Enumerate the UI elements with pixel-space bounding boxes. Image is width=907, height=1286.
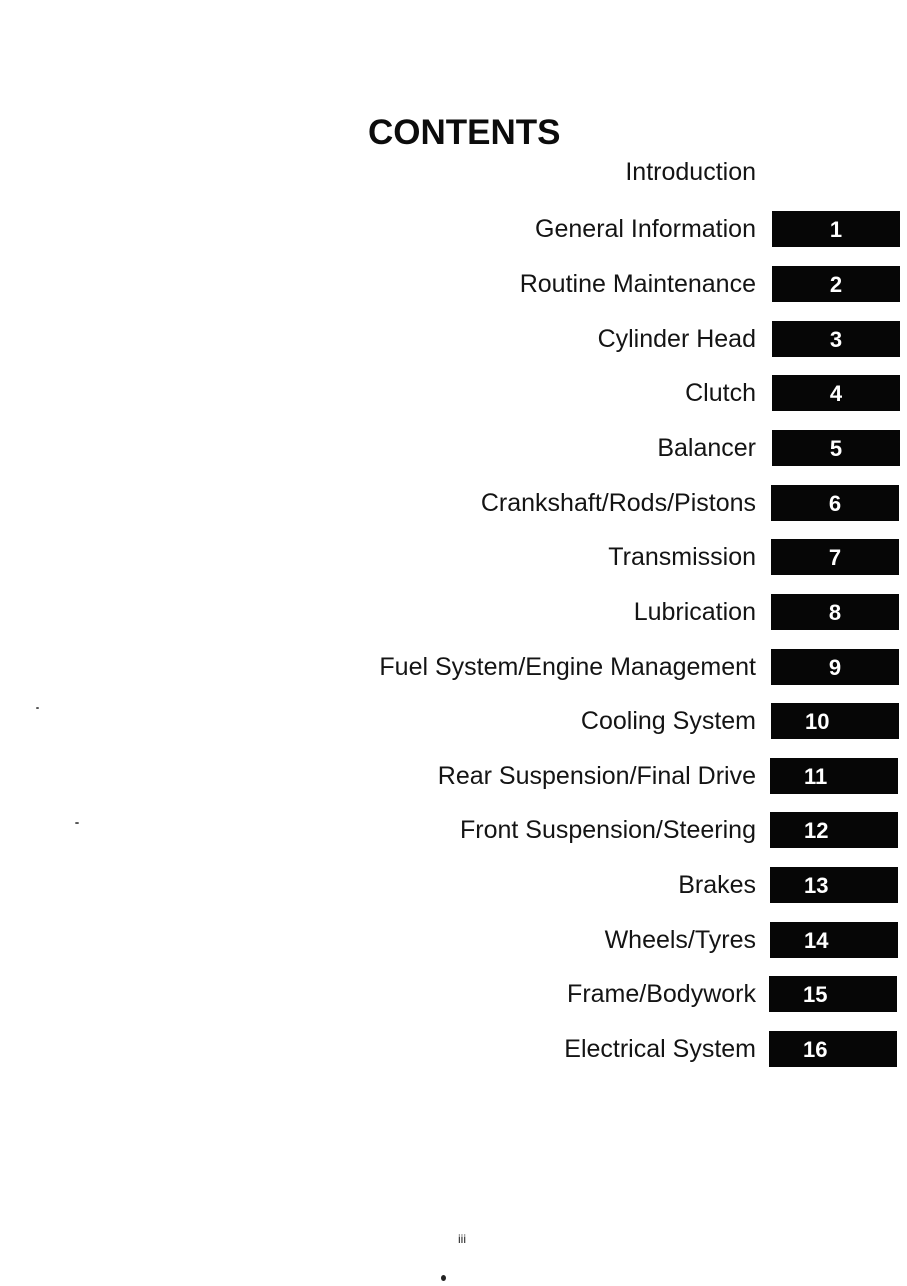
section-tab[interactable] bbox=[771, 539, 899, 575]
scan-speck bbox=[441, 1275, 446, 1281]
toc-entry-label: Clutch bbox=[685, 379, 756, 407]
section-number: 13 bbox=[804, 873, 829, 898]
section-tab[interactable] bbox=[770, 758, 898, 794]
section-number: 1 bbox=[829, 217, 843, 242]
section-tab[interactable] bbox=[771, 649, 899, 685]
toc-entry[interactable] bbox=[0, 703, 907, 739]
toc-entry-label: Balancer bbox=[657, 434, 756, 462]
toc-entry[interactable] bbox=[0, 758, 907, 794]
section-number: 12 bbox=[804, 818, 829, 843]
section-number: 5 bbox=[829, 436, 843, 461]
section-tab[interactable] bbox=[772, 266, 900, 302]
page-title: CONTENTS bbox=[368, 113, 561, 152]
toc-entry-label: Front Suspension/Steering bbox=[459, 816, 756, 844]
toc-entry-label: Routine Maintenance bbox=[519, 270, 756, 298]
toc-entry[interactable] bbox=[0, 867, 907, 903]
toc-entry-label: Crankshaft/Rods/Pistons bbox=[480, 489, 756, 517]
toc-entry-label: Transmission bbox=[608, 543, 756, 571]
toc-entry-label: Lubrication bbox=[633, 598, 756, 626]
toc-entry[interactable] bbox=[0, 594, 907, 630]
section-number: 14 bbox=[804, 928, 829, 953]
toc-entry-label: Frame/Bodywork bbox=[567, 980, 756, 1008]
toc-entry[interactable] bbox=[0, 976, 907, 1012]
toc-entry-label: Fuel System/Engine Management bbox=[379, 653, 756, 681]
section-tab[interactable] bbox=[772, 430, 900, 466]
toc-entry[interactable] bbox=[0, 375, 907, 411]
toc-entry[interactable] bbox=[0, 539, 907, 575]
section-tab[interactable] bbox=[770, 867, 898, 903]
section-tab[interactable] bbox=[769, 1031, 897, 1067]
page-number: iii bbox=[458, 1232, 466, 1246]
section-number: 6 bbox=[828, 491, 842, 516]
toc-entry[interactable] bbox=[0, 1031, 907, 1067]
section-tab[interactable] bbox=[769, 976, 897, 1012]
toc-entry[interactable] bbox=[0, 812, 907, 848]
toc-entry-label: Wheels/Tyres bbox=[604, 926, 756, 954]
toc-entry[interactable] bbox=[0, 649, 907, 685]
toc-entry-label: General Information bbox=[535, 215, 756, 243]
section-number: 8 bbox=[828, 600, 842, 625]
scan-speck bbox=[36, 707, 39, 709]
section-tab[interactable] bbox=[771, 594, 899, 630]
toc-entry-label: Brakes bbox=[678, 871, 756, 899]
toc-entry-label: Cylinder Head bbox=[597, 325, 756, 353]
section-number: 16 bbox=[803, 1037, 828, 1062]
section-tab[interactable] bbox=[770, 922, 898, 958]
toc-entry[interactable] bbox=[0, 321, 907, 357]
section-tab[interactable] bbox=[771, 485, 899, 521]
section-tab[interactable] bbox=[771, 703, 899, 739]
section-number: 2 bbox=[829, 272, 843, 297]
toc-entry-label: Cooling System bbox=[580, 707, 756, 735]
section-tab[interactable] bbox=[772, 321, 900, 357]
toc-entry[interactable] bbox=[0, 266, 907, 302]
section-number: 9 bbox=[828, 655, 842, 680]
section-number: 15 bbox=[803, 982, 828, 1007]
section-number: 11 bbox=[804, 764, 828, 789]
toc-entry[interactable] bbox=[0, 430, 907, 466]
section-number: 3 bbox=[829, 327, 843, 352]
section-tab[interactable] bbox=[770, 812, 898, 848]
section-tab[interactable] bbox=[772, 211, 900, 247]
toc-entry-label: Electrical System bbox=[564, 1035, 756, 1063]
scan-speck bbox=[75, 822, 79, 824]
toc-entry[interactable] bbox=[0, 922, 907, 958]
toc-entry-introduction[interactable] bbox=[0, 154, 907, 190]
section-number: 4 bbox=[829, 381, 843, 406]
section-tab[interactable] bbox=[772, 375, 900, 411]
section-number: 7 bbox=[828, 545, 842, 570]
section-number: 10 bbox=[805, 709, 830, 734]
toc-entry[interactable] bbox=[0, 211, 907, 247]
toc-entry-label: Rear Suspension/Final Drive bbox=[437, 762, 756, 790]
toc-entry[interactable] bbox=[0, 485, 907, 521]
toc-entry-label: Introduction bbox=[625, 158, 756, 186]
